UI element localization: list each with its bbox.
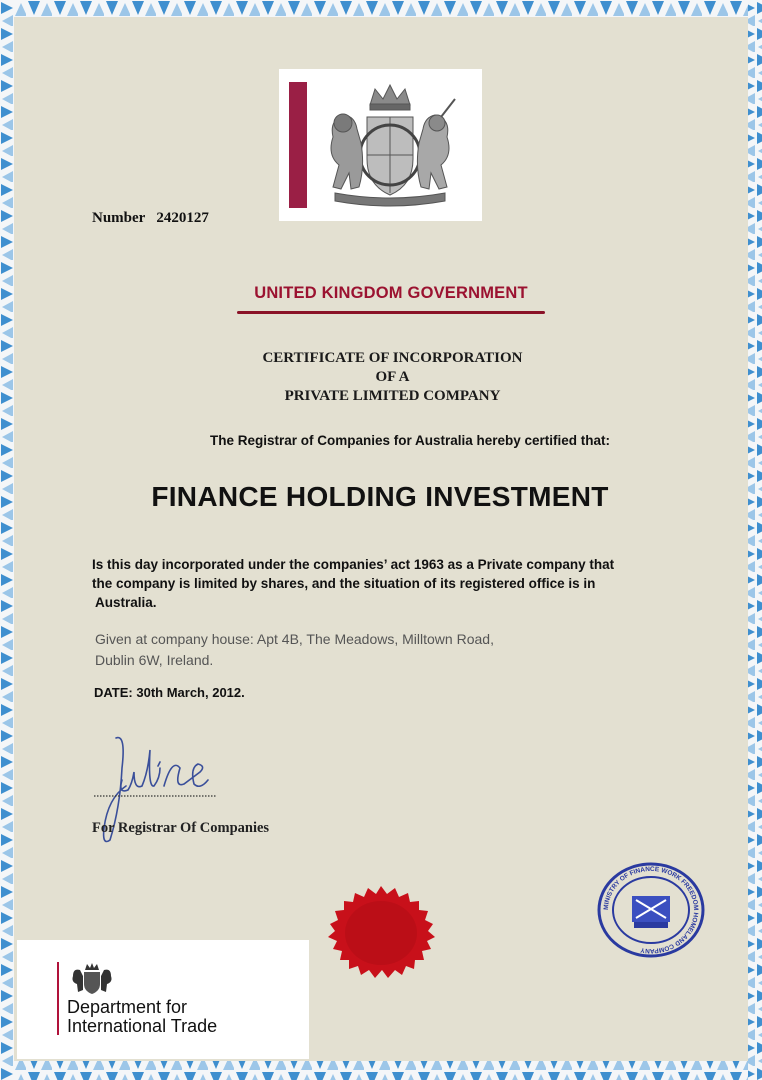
crest-color-bar: [289, 82, 307, 208]
royal-coat-of-arms: [279, 69, 482, 221]
title-line-3: PRIVATE LIMITED COMPANY: [284, 388, 501, 404]
title-line-1: CERTIFICATE OF INCORPORATION: [262, 350, 523, 366]
government-heading: UNITED KINGDOM GOVERNMENT: [254, 284, 528, 302]
title-line-2: OF A: [375, 369, 410, 385]
red-seal-icon: [322, 884, 440, 982]
certificate-title: [200, 349, 585, 406]
number-label: Number: [92, 210, 146, 226]
stamp-text: MINISTRY OF FINANCE WORK FREEDOM HOMELAND COMPANY: [602, 865, 700, 955]
signature-label: For Registrar Of Companies: [92, 820, 270, 836]
certificate-date: DATE: 30th March, 2012.: [94, 685, 245, 700]
given-line-1: Given at company house: Apt 4B, The Meadows, Milltown Road,: [95, 631, 494, 647]
company-name: FINANCE HOLDING INVESTMENT: [151, 481, 609, 512]
department-name: [67, 998, 217, 1036]
body-line-3: Australia.: [95, 595, 157, 610]
body-line-1: Is this day incorporated under the companies’ act 1963 as a Private company that: [92, 557, 615, 572]
certificate-number: [92, 210, 209, 227]
department-logo: [17, 940, 309, 1059]
small-crest-icon: [69, 962, 113, 996]
number-value: 2420127: [156, 210, 209, 226]
department-line-2: International Trade: [67, 1016, 218, 1036]
given-line-2: Dublin 6W, Ireland.: [95, 652, 214, 668]
body-line-2: the company is limited by shares, and the situation of its registered office is in: [92, 576, 596, 591]
incorporation-text: [92, 555, 692, 612]
logo-red-bar: [57, 962, 59, 1035]
registrar-statement: The Registrar of Companies for Australia hereby certified that:: [209, 433, 611, 448]
heading-underline: [237, 311, 545, 314]
given-at-address: [95, 629, 615, 671]
ministry-stamp-icon: [596, 860, 706, 960]
department-line-1: Department for: [67, 997, 188, 1017]
coat-of-arms-icon: [315, 77, 475, 217]
